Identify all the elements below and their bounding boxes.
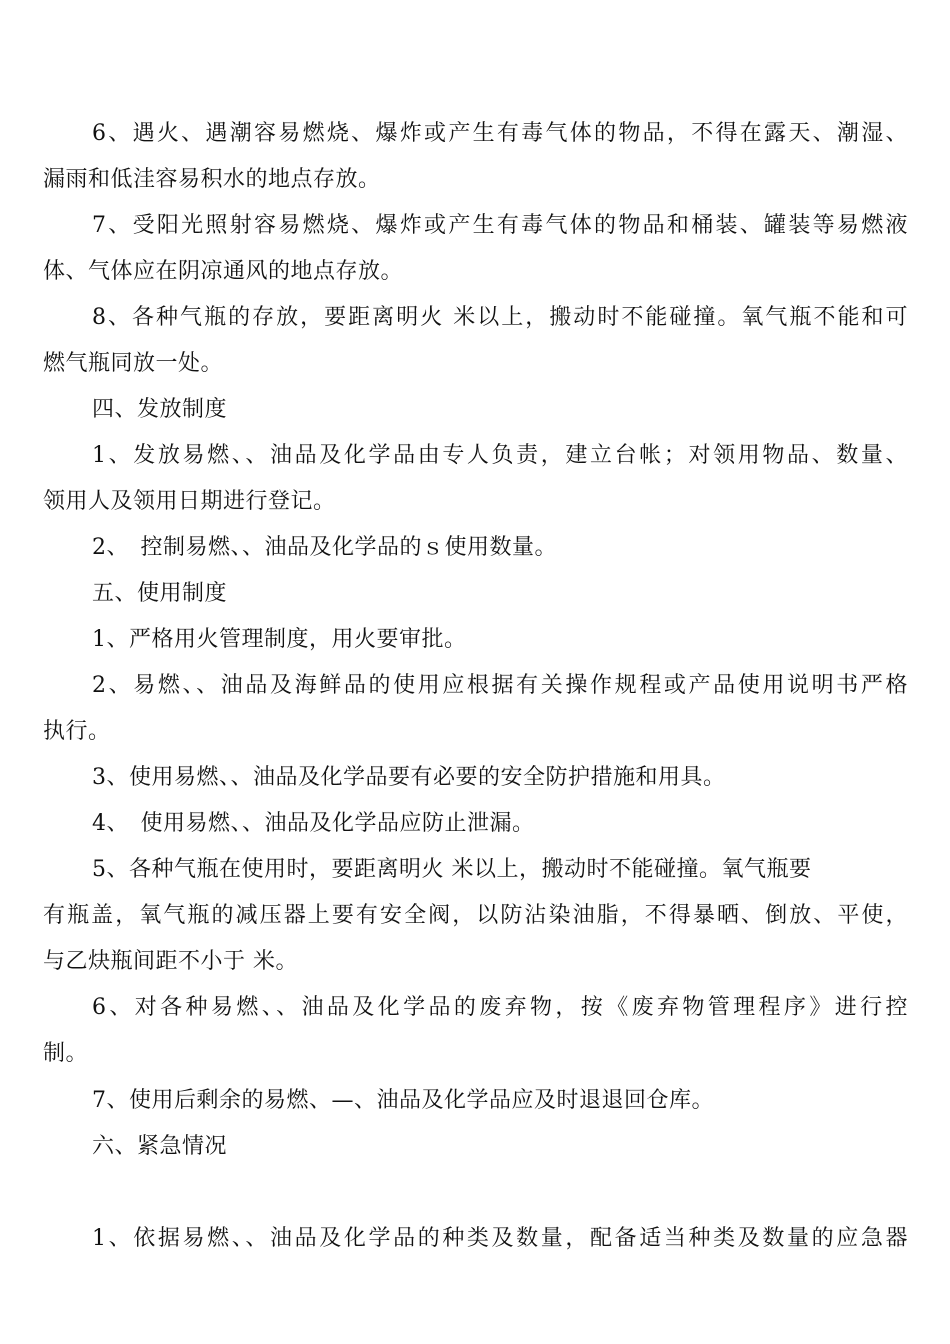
- paragraph-use-3: [43, 755, 908, 801]
- text-line: 7、使用后剩余的易燃、—、油品及化学品应及时退退回仓库。: [92, 1088, 714, 1113]
- text-line: 与乙炔瓶间距不小于 米。: [43, 949, 298, 974]
- paragraph-issue-2: [43, 525, 908, 571]
- text-line: 2、 控制易燃、、油品及化学品的ｓ使用数量。: [92, 535, 557, 560]
- text-line: 有瓶盖，氧气瓶的减压器上要有安全阀，以防沾染油脂，不得暴晒、倒放、平使，: [43, 903, 908, 928]
- paragraph-emergency-1: [43, 1216, 908, 1262]
- paragraph-issue-1: [43, 433, 908, 525]
- text-line: 4、 使用易燃、、油品及化学品应防止泄漏。: [92, 811, 535, 836]
- text-line: 体、气体应在阴凉通风的地点存放。: [43, 259, 404, 284]
- text-line: 漏雨和低洼容易积水的地点存放。: [43, 167, 381, 192]
- text-line: 制。: [43, 1041, 89, 1066]
- paragraph-storage-6: [43, 111, 908, 203]
- text-line: 6、遇火、遇潮容易燃烧、爆炸或产生有毒气体的物品，不得在露天、潮湿、: [92, 121, 908, 146]
- text-line: 1、依据易燃、、油品及化学品的种类及数量，配备适当种类及数量的应急器: [92, 1226, 908, 1251]
- text-line: 2、易燃、、油品及海鲜品的使用应根据有关操作规程或产品使用说明书严格: [92, 673, 908, 698]
- text-line: 7、受阳光照射容易燃烧、爆炸或产生有毒气体的物品和桶装、罐装等易燃液: [92, 213, 908, 238]
- text-line: 燃气瓶同放一处。: [43, 351, 224, 376]
- paragraph-use-7: [43, 1078, 908, 1124]
- text-line: 5、各种气瓶在使用时，要距离明火 米以上，搬动时不能碰撞。氧气瓶要: [92, 857, 812, 882]
- section-heading-emergency: [43, 1124, 908, 1170]
- text-line: 1、严格用火管理制度，用火要审批。: [92, 627, 467, 652]
- text-line: 3、使用易燃、、油品及化学品要有必要的安全防护措施和用具。: [92, 765, 726, 790]
- text-line: 6、对各种易燃、、油品及化学品的废弃物，按《废弃物管理程序》进行控: [92, 995, 908, 1020]
- heading-text: 六、紧急情况: [92, 1134, 228, 1159]
- paragraph-storage-7: [43, 203, 908, 295]
- section-heading-issue: [43, 387, 908, 433]
- paragraph-use-1: [43, 617, 908, 663]
- text-line: 8、各种气瓶的存放，要距离明火 米以上，搬动时不能碰撞。氧气瓶不能和可: [92, 305, 908, 330]
- text-line: 执行。: [43, 719, 111, 744]
- paragraph-storage-8: [43, 295, 908, 387]
- paragraph-use-4: [43, 801, 908, 847]
- paragraph-use-6: [43, 985, 908, 1077]
- text-line: 领用人及领用日期进行登记。: [43, 489, 336, 514]
- heading-text: 四、发放制度: [92, 397, 228, 422]
- text-line: 1、发放易燃、、油品及化学品由专人负责，建立台帐；对领用物品、数量、: [92, 443, 908, 468]
- paragraph-use-2: [43, 663, 908, 755]
- heading-text: 五、使用制度: [92, 581, 228, 606]
- section-heading-use: [43, 571, 908, 617]
- paragraph-use-5: [43, 847, 908, 985]
